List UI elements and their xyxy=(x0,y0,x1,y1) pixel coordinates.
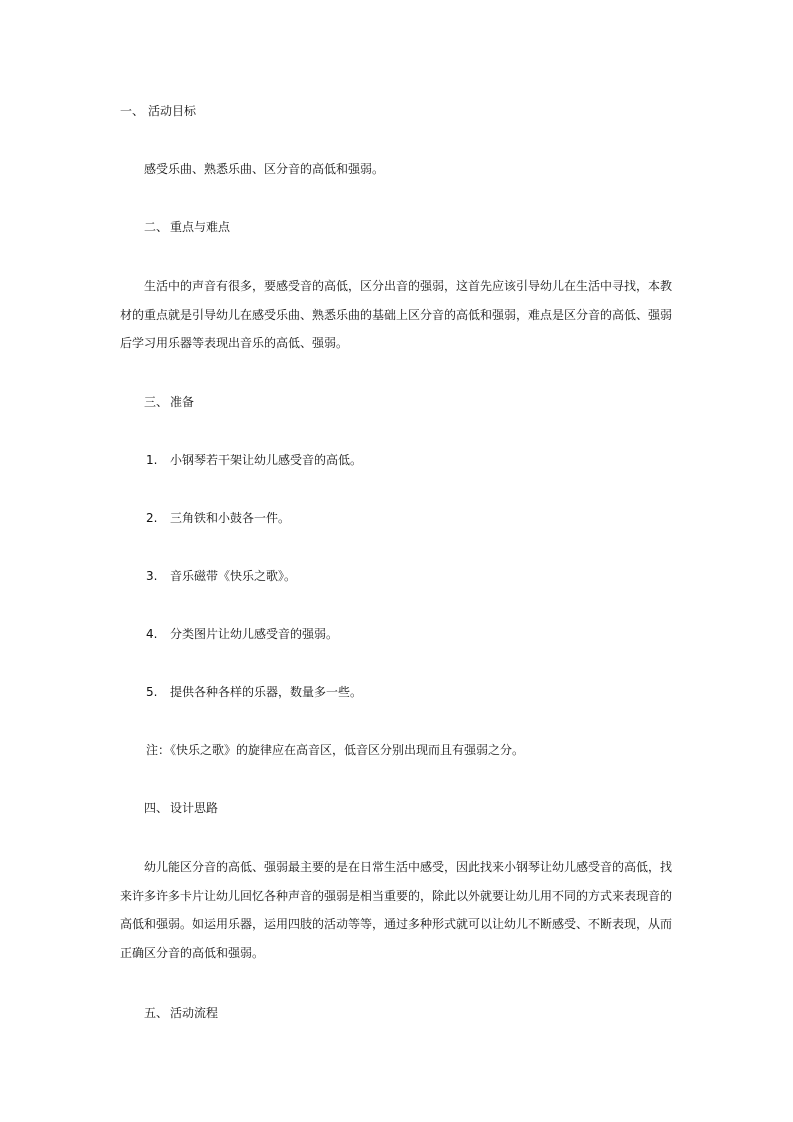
prep-item-text: 提供各种各样的乐器，数量多一些。 xyxy=(170,685,363,699)
section-heading-1 xyxy=(120,104,196,119)
note: 注：《快乐之歌》的旋律应在高音区，低音区分别出现而且有强弱之分。 xyxy=(146,743,525,757)
section-number: 一、 xyxy=(120,104,145,118)
prep-item-number: 4. xyxy=(146,627,158,641)
section-heading-2 xyxy=(144,220,230,235)
prep-item-text: 音乐磁带《快乐之歌》。 xyxy=(170,569,297,583)
section-1-body: 感受乐曲、熟悉乐曲、区分音的高低和强弱。 xyxy=(144,162,385,176)
prep-item xyxy=(146,627,338,642)
section-number: 三、 xyxy=(144,395,169,409)
prep-item-text: 三角铁和小鼓各一件。 xyxy=(170,511,291,525)
section-2-body: 生活中的声音有很多，要感受音的高低，区分出音的强弱，这首先应该引导幼儿在生活中寻找，本教材的重点就是引导幼儿在感受乐曲、熟悉乐曲的基础上区分音的高低和强弱，难点是区分音的高低、强弱后学习用乐器等表现出音乐的高低、强弱。 xyxy=(120,279,673,350)
prep-item xyxy=(146,511,290,526)
section-title: 重点与难点 xyxy=(170,220,231,234)
section-heading-3 xyxy=(144,395,194,410)
prep-item xyxy=(146,685,362,700)
section-title: 设计思路 xyxy=(170,801,219,815)
prep-item xyxy=(146,569,296,584)
section-4-body: 幼儿能区分音的高低、强弱最主要的是在日常生活中感受，因此找来小钢琴让幼儿感受音的高低，找来许多许多卡片让幼儿回忆各种声音的强弱是相当重要的，除此以外就要让幼儿用不同的方式来表现音的高低和强弱。如运用乐器，运用四肢的活动等等，通过多种形式就可以让幼儿不断感受、不断表现，从而正确区分音的高低和强弱。 xyxy=(120,860,673,960)
prep-item-text: 分类图片让幼儿感受音的强弱。 xyxy=(170,627,339,641)
section-title: 活动目标 xyxy=(148,104,197,118)
prep-item-number: 1. xyxy=(146,453,158,467)
section-number: 二、 xyxy=(144,220,169,234)
prep-item-number: 5. xyxy=(146,685,158,699)
prep-item-number: 2. xyxy=(146,511,158,525)
prep-item xyxy=(146,453,362,468)
section-heading-5 xyxy=(144,1006,218,1021)
prep-item-number: 3. xyxy=(146,569,158,583)
section-number: 四、 xyxy=(144,801,169,815)
section-number: 五、 xyxy=(144,1006,169,1020)
prep-item-text: 小钢琴若干架让幼儿感受音的高低。 xyxy=(170,453,363,467)
section-title: 活动流程 xyxy=(170,1006,219,1020)
section-title: 准备 xyxy=(170,395,195,409)
section-heading-4 xyxy=(144,801,218,816)
